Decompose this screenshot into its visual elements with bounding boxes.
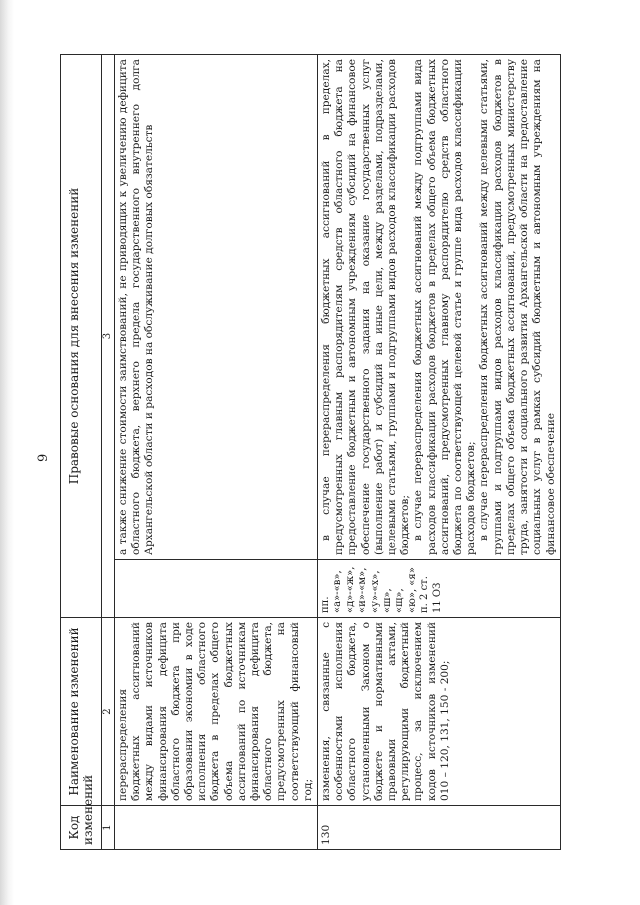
header-code: Код изменений — [61, 806, 102, 850]
page-number: 9 — [36, 453, 51, 462]
header-row — [61, 55, 102, 850]
row-refs — [115, 560, 318, 618]
column-number-3: 3 — [102, 55, 115, 618]
row-basis — [318, 55, 561, 560]
table-row — [115, 55, 318, 850]
row-code: 130 — [318, 806, 561, 850]
column-number-2: 2 — [102, 618, 115, 806]
column-number-1: 1 — [102, 806, 115, 850]
row-basis: а также снижение стоимости заимствований, не приводящих к увеличению дефицита областного бюджета, верхнего предела государственного внутреннего долга Архангельской области и расходов на обслуживание долговых обязательств — [115, 55, 318, 560]
amendments-table — [60, 54, 561, 850]
header-basis: Правовые основания для внесения изменений — [61, 55, 102, 618]
row-name: изменения, связанные с особенностями исполнения областного бюджета, установленными Законом о бюджете и нормативными правовыми актами, регулирующими бюджетный процесс, за исключением кодов источников изменений 010 – 120, 131, 150 - 200; — [318, 618, 561, 806]
row-refs: пп. «а»-«в», «д»-«ж», «и»-«м», «у»-«х», «ш», «щ», «ю», «я» п. 2 ст. 11 ОЗ — [318, 560, 561, 618]
row-code — [115, 806, 318, 850]
basis-paragraph: в случае перераспределения бюджетных ассигнований между целевыми статьями, группами и подгруппами видов расходов классификации расходов бюджетов в пределах общего объема бюджетных ассигнований, предусмотренных министерству труда, занятости и социального развития Архангельской области на предоставление социальных услуг в рамках субсидий бюджетным и автономным учреждениям на финансовое обеспечение — [478, 59, 557, 555]
basis-paragraph: в случае перераспределения бюджетных ассигнований между подгруппами вида расходов классификации расходов бюджетов в пределах общего объема бюджетных ассигнований, предусмотренных главному распорядителю средств областного бюджета по соответствующей целевой статье и группе вида расходов классификации расходов бюджетов; — [412, 59, 478, 555]
header-name: Наименование изменений — [61, 618, 102, 806]
column-number-row — [102, 55, 115, 850]
table-row — [318, 55, 561, 850]
basis-paragraph: в случае перераспределения бюджетных ассигнований в пределах, предусмотренных главным распорядителям средств областного бюджета на предоставление бюджетным и автономным учреждениям субсидий на финансовое обеспечение государственного задания на оказание государственных услуг (выполнение работ) и субсидий на иные цели, между разделами, подразделами, целевыми статьями, группами и подгруппами видов расходов классификации расходов бюджетов; — [320, 59, 412, 555]
row-name: перераспределения бюджетных ассигнований между видами источников финансирования дефицита областного бюджета при образовании экономии в ходе исполнения областного бюджета в пределах общего объема бюджетных ассигнований по источникам финансирования дефицита областного бюджета, предусмотренных на соответствующий финансовый год; — [115, 618, 318, 806]
